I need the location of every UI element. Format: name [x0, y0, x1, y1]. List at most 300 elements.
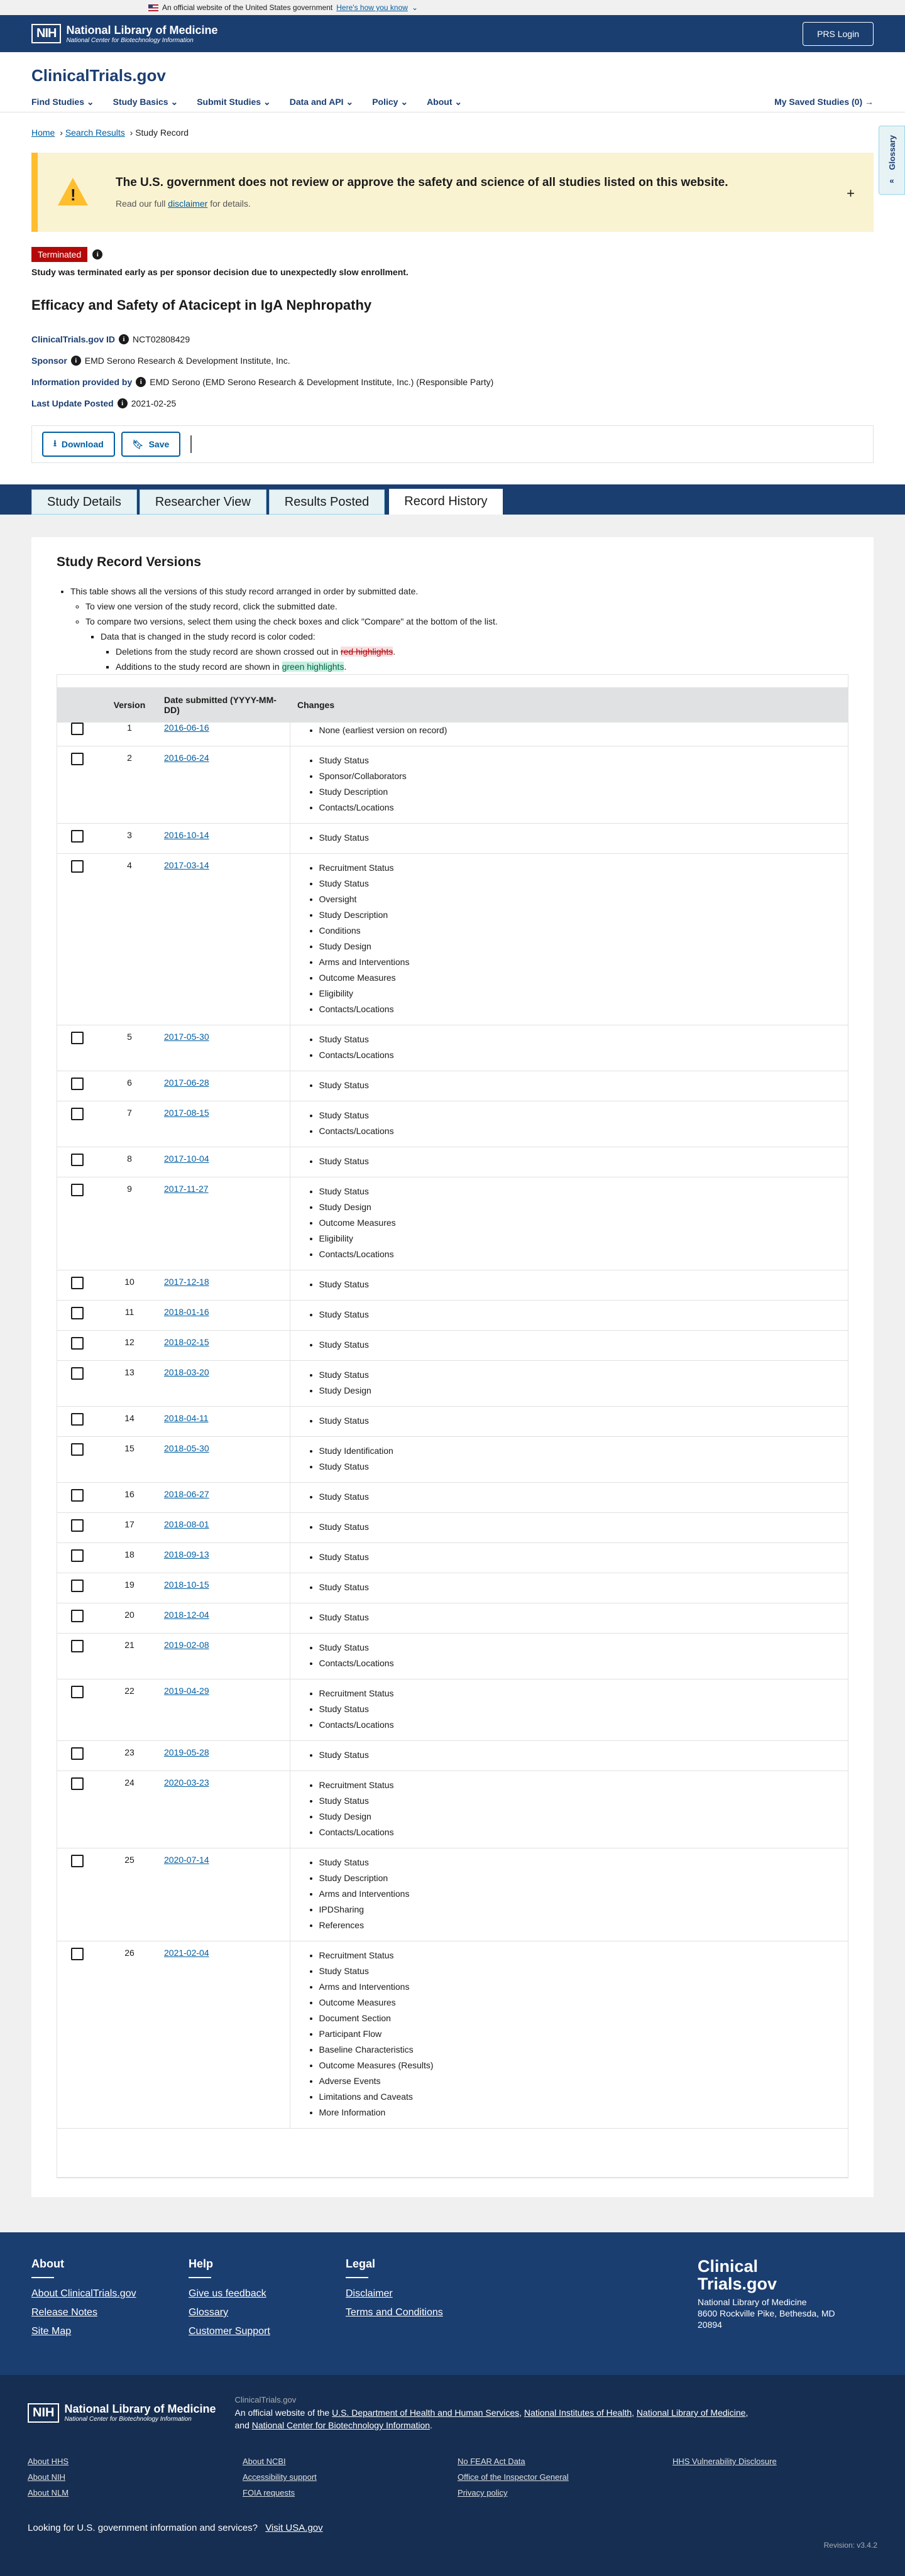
version-date-link[interactable]: 2018-01-16	[164, 1307, 209, 1317]
nlm-link[interactable]: National Library of Medicine	[636, 2408, 746, 2418]
select-cell	[57, 1025, 102, 1071]
changes-cell	[290, 1771, 848, 1848]
change-item: • Study Design	[319, 939, 841, 954]
version-date-link[interactable]: 2017-11-27	[164, 1184, 209, 1194]
additions-legend	[116, 659, 848, 674]
divider	[31, 2277, 54, 2278]
tab-record-history[interactable]: Record History	[387, 487, 504, 515]
instruction-item: ◦ To compare two versions, select them using the check boxes and click "Compare" at the bottom of the list.	[85, 614, 848, 629]
changes-cell	[290, 1543, 848, 1573]
change-item: • Study Design	[319, 1809, 841, 1825]
footer-main	[0, 2232, 905, 2375]
table-row	[57, 723, 848, 746]
changes-list	[319, 1337, 841, 1353]
change-item: • Outcome Measures	[319, 1995, 841, 2011]
date-cell	[156, 1483, 290, 1513]
nav-study-basics[interactable]: Study Basics ⌄	[112, 97, 178, 107]
version-checkbox[interactable]	[71, 860, 84, 873]
alert-title: The U.S. government does not review or approve the safety and science of all studies listed on this website.	[116, 176, 728, 189]
version-checkbox[interactable]	[71, 1640, 84, 1652]
col-version: Version	[102, 687, 156, 723]
footer-logo[interactable]	[698, 2257, 874, 2293]
select-cell	[57, 1301, 102, 1331]
info-icon[interactable]: i	[71, 356, 81, 366]
version-number: 12	[102, 1331, 156, 1361]
select-cell	[57, 1941, 102, 2129]
change-item: • Eligibility	[319, 1231, 841, 1247]
date-cell	[156, 1573, 290, 1603]
version-date-link[interactable]: 2017-06-28	[164, 1078, 209, 1088]
date-cell	[156, 1437, 290, 1483]
change-item: • Oversight	[319, 892, 841, 907]
change-item: • Study Status	[319, 1793, 841, 1809]
version-checkbox[interactable]	[71, 1413, 84, 1426]
date-cell	[156, 1361, 290, 1407]
change-item: • Study Status	[319, 1032, 841, 1047]
divider	[346, 2277, 368, 2278]
nih-header	[0, 15, 905, 52]
version-checkbox[interactable]	[71, 723, 84, 735]
table-row	[57, 1679, 848, 1741]
chevron-down-icon[interactable]: ⌄	[411, 3, 419, 12]
footer-link[interactable]: Customer Support	[189, 2326, 270, 2337]
change-item: • Eligibility	[319, 986, 841, 1001]
version-checkbox[interactable]	[71, 1154, 84, 1166]
why-stopped: Study was terminated early as per sponsor decision due to unexpectedly slow enrollment.	[31, 267, 409, 277]
change-item: • Study Status	[319, 830, 841, 846]
version-number: 15	[102, 1437, 156, 1483]
nav-about[interactable]: About ⌄	[427, 97, 463, 107]
change-item: • Study Status	[319, 1519, 841, 1535]
changes-list	[319, 860, 841, 1017]
changes-list	[319, 1610, 841, 1625]
footer-link[interactable]: Site Map	[31, 2326, 72, 2337]
version-number: 7	[102, 1101, 156, 1147]
version-checkbox[interactable]	[71, 1855, 84, 1867]
usagov-link[interactable]: Visit USA.gov	[265, 2523, 323, 2533]
table-row	[57, 1771, 848, 1848]
history-instructions	[70, 584, 848, 674]
version-date-link[interactable]: 2018-03-20	[164, 1367, 209, 1377]
info-icon[interactable]: i	[119, 334, 129, 344]
usagov-line	[28, 2523, 877, 2533]
change-item: • Study Identification	[319, 1443, 841, 1459]
version-date-link[interactable]: 2021-02-04	[164, 1948, 209, 1958]
version-checkbox[interactable]	[71, 1277, 84, 1289]
change-item: • Recruitment Status	[319, 1777, 841, 1793]
select-cell	[57, 1741, 102, 1771]
date-cell	[156, 1603, 290, 1634]
version-number: 21	[102, 1634, 156, 1679]
nih-link[interactable]: National Institutes of Health	[524, 2408, 632, 2418]
nav-label: Policy	[372, 97, 398, 107]
change-item: • Study Status	[319, 1701, 841, 1717]
saved-label: My Saved Studies (0)	[774, 97, 863, 107]
footer-link[interactable]: FOIA requests	[243, 2488, 295, 2497]
download-icon: ⭳	[53, 438, 57, 448]
version-number: 8	[102, 1147, 156, 1177]
select-cell	[57, 723, 102, 746]
changes-cell	[290, 1147, 848, 1177]
change-item: • Conditions	[319, 923, 841, 939]
footer-link[interactable]: Disclaimer	[346, 2288, 393, 2299]
prs-login-button[interactable]: PRS Login	[803, 22, 874, 46]
green-highlight-sample: green highlights	[282, 662, 344, 672]
table-row	[57, 746, 848, 824]
change-item: • Arms and Interventions	[319, 954, 841, 970]
nav-label: Study Basics	[112, 97, 168, 107]
select-cell	[57, 1848, 102, 1941]
changes-cell	[290, 1407, 848, 1437]
version-checkbox[interactable]	[71, 1337, 84, 1350]
version-checkbox[interactable]	[71, 1108, 84, 1120]
changes-cell	[290, 1270, 848, 1301]
table-row	[57, 1573, 848, 1603]
ncbi-link[interactable]: National Center for Biotechnology Information	[251, 2420, 431, 2430]
version-checkbox[interactable]	[71, 753, 84, 765]
version-checkbox[interactable]	[71, 1307, 84, 1319]
col-changes: Changes	[290, 687, 848, 723]
breadcrumb: Home › Search Results › Study Record	[31, 128, 189, 138]
change-item: • Study Design	[319, 1199, 841, 1215]
select-cell	[57, 1603, 102, 1634]
change-item: • Contacts/Locations	[319, 800, 841, 816]
date-cell	[156, 1543, 290, 1573]
legend-dot: .	[344, 662, 347, 672]
change-item: • Document Section	[319, 2011, 841, 2026]
download-button[interactable]	[42, 432, 115, 457]
alert-post: for details.	[210, 199, 251, 209]
last-update-label: Last Update Posted	[31, 398, 114, 408]
version-number: 25	[102, 1848, 156, 1941]
footer-link[interactable]: Glossary	[189, 2307, 229, 2318]
changes-list	[319, 1443, 841, 1475]
changes-list	[319, 753, 841, 816]
address-line: 20894	[698, 2320, 722, 2330]
date-cell	[156, 1741, 290, 1771]
version-date-link[interactable]: 2018-12-04	[164, 1610, 209, 1620]
address-line: 8600 Rockville Pike, Bethesda, MD	[698, 2308, 835, 2318]
version-date-link[interactable]: 2018-08-01	[164, 1519, 209, 1529]
ncbi-subtitle: National Center for Biotechnology Information	[64, 2416, 192, 2423]
info-provided-label: Information provided by	[31, 377, 133, 387]
instruction-item: • This table shows all the versions of this study record arranged in order by submitted date.	[70, 584, 848, 599]
select-cell	[57, 1543, 102, 1573]
version-date-link[interactable]: 2017-10-04	[164, 1154, 209, 1164]
glossary-tab[interactable]	[879, 126, 905, 195]
version-date-link[interactable]: 2016-06-24	[164, 753, 209, 763]
select-cell	[57, 1270, 102, 1301]
nav-policy[interactable]: Policy ⌄	[372, 97, 409, 107]
version-checkbox[interactable]	[71, 1367, 84, 1380]
ncbi-subtitle: National Center for Biotechnology Information	[66, 36, 194, 44]
version-checkbox[interactable]	[71, 1078, 84, 1090]
version-date-link[interactable]: 2019-04-29	[164, 1686, 209, 1696]
glossary-label: Glossary	[887, 134, 897, 170]
date-cell	[156, 1147, 290, 1177]
download-label: Download	[61, 439, 104, 449]
version-number: 14	[102, 1407, 156, 1437]
table-row	[57, 854, 848, 1025]
content-area	[0, 515, 905, 2232]
table-row	[57, 1848, 848, 1941]
nlm-footer-logo[interactable]	[28, 2394, 216, 2431]
change-item: • Recruitment Status	[319, 860, 841, 876]
instruction-item: ◦ To view one version of the study record, click the submitted date.	[85, 599, 848, 614]
nlm-logo[interactable]	[31, 24, 218, 44]
version-checkbox[interactable]	[71, 1777, 84, 1790]
version-date-link[interactable]: 2019-05-28	[164, 1747, 209, 1757]
version-checkbox[interactable]	[71, 1580, 84, 1592]
sponsor-value: EMD Serono Research & Development Institute, Inc.	[84, 356, 290, 366]
select-cell	[57, 1101, 102, 1147]
footer-link[interactable]: Release Notes	[31, 2307, 97, 2318]
footer-link[interactable]: About NIH	[28, 2472, 65, 2482]
col-date: Date submitted (YYYY-MM-DD)	[156, 687, 290, 723]
footer-address	[698, 2257, 874, 2352]
divider	[190, 435, 192, 453]
change-item: • None (earliest version on record)	[319, 723, 841, 738]
study-meta	[0, 314, 905, 414]
select-cell	[57, 1513, 102, 1543]
table-row	[57, 824, 848, 854]
changes-cell	[290, 723, 848, 746]
version-date-link[interactable]: 2018-04-11	[164, 1413, 209, 1423]
select-cell	[57, 1634, 102, 1679]
date-cell	[156, 854, 290, 1025]
table-row	[57, 1301, 848, 1331]
select-cell	[57, 1361, 102, 1407]
changes-cell	[290, 1025, 848, 1071]
changes-cell	[290, 746, 848, 824]
nav-data-api[interactable]: Data and API ⌄	[289, 97, 354, 107]
changes-list	[319, 1686, 841, 1733]
footer-link[interactable]: About NLM	[28, 2488, 69, 2497]
version-number: 13	[102, 1361, 156, 1407]
sponsor-label: Sponsor	[31, 356, 67, 366]
changes-cell	[290, 824, 848, 854]
version-checkbox[interactable]	[71, 830, 84, 843]
footer-link[interactable]: No FEAR Act Data	[458, 2457, 525, 2466]
version-number: 17	[102, 1513, 156, 1543]
footer-link[interactable]: HHS Vulnerability Disclosure	[672, 2457, 777, 2466]
alert-pre: Read our full	[116, 199, 166, 209]
changes-cell	[290, 1848, 848, 1941]
nav-label: Data and API	[289, 97, 344, 107]
version-number: 10	[102, 1270, 156, 1301]
change-item: • Arms and Interventions	[319, 1886, 841, 1902]
nih-logo-box: NIH	[28, 2403, 59, 2423]
footer-legal	[346, 2257, 503, 2352]
version-number: 19	[102, 1573, 156, 1603]
change-item: • Study Status	[319, 1367, 841, 1383]
last-update-value: 2021-02-25	[131, 398, 177, 408]
table-row	[57, 1483, 848, 1513]
date-cell	[156, 723, 290, 746]
warning-icon	[58, 178, 88, 207]
version-checkbox[interactable]	[71, 1032, 84, 1044]
tab-results-posted[interactable]: Results Posted	[269, 489, 385, 515]
date-cell	[156, 746, 290, 824]
change-item: • Sponsor/Collaborators	[319, 768, 841, 784]
changes-list	[319, 1549, 841, 1565]
footer-link[interactable]: Office of the Inspector General	[458, 2472, 569, 2482]
version-checkbox[interactable]	[71, 1610, 84, 1622]
change-item: • Study Status	[319, 1307, 841, 1323]
version-number: 6	[102, 1071, 156, 1101]
status-badge: Terminated	[31, 247, 87, 262]
version-date-link[interactable]: 2019-02-08	[164, 1640, 209, 1650]
select-cell	[57, 1573, 102, 1603]
change-item: • Study Status	[319, 1747, 841, 1763]
version-date-link[interactable]: 2016-06-16	[164, 723, 209, 733]
site-header	[0, 52, 905, 112]
history-heading: Study Record Versions	[57, 555, 201, 569]
my-saved-studies-link[interactable]	[774, 97, 874, 107]
changes-cell	[290, 1513, 848, 1543]
gov-banner-text: An official website of the United States government	[162, 3, 333, 12]
tab-study-details[interactable]: Study Details	[31, 489, 137, 515]
breadcrumb-search-results[interactable]: Search Results	[65, 128, 125, 138]
change-item: • Contacts/Locations	[319, 1825, 841, 1840]
hhs-link[interactable]: U.S. Department of Health and Human Services	[332, 2408, 520, 2418]
change-item: • Study Status	[319, 1277, 841, 1292]
changes-cell	[290, 1483, 848, 1513]
footer-link[interactable]: About NCBI	[243, 2457, 286, 2466]
changes-list	[319, 1855, 841, 1933]
table-row	[57, 1513, 848, 1543]
change-item: • Baseline Characteristics	[319, 2042, 841, 2058]
change-item: • Recruitment Status	[319, 1948, 841, 1963]
version-checkbox[interactable]	[71, 1184, 84, 1196]
clinicaltrials-logo[interactable]	[31, 66, 874, 85]
version-number: 11	[102, 1301, 156, 1331]
info-icon[interactable]: i	[136, 377, 146, 387]
save-button[interactable]	[121, 432, 180, 457]
footer-heading: Help	[189, 2257, 214, 2270]
version-number: 4	[102, 854, 156, 1025]
disclaimer-link[interactable]: disclaimer	[168, 199, 208, 209]
changes-list	[319, 1747, 841, 1763]
heres-how-link[interactable]: Here's how you know	[336, 3, 408, 12]
changes-cell	[290, 1101, 848, 1147]
date-cell	[156, 1025, 290, 1071]
tab-researcher-view[interactable]: Researcher View	[140, 489, 266, 515]
version-date-link[interactable]: 2018-09-13	[164, 1549, 209, 1559]
change-item: • More Information	[319, 2105, 841, 2120]
changes-cell	[290, 1741, 848, 1771]
address-line: National Library of Medicine	[698, 2297, 807, 2307]
nav-find-studies[interactable]: Find Studies ⌄	[31, 97, 94, 107]
version-checkbox[interactable]	[71, 1948, 84, 1960]
version-date-link[interactable]: 2018-10-15	[164, 1580, 209, 1590]
change-item: • Participant Flow	[319, 2026, 841, 2042]
version-checkbox[interactable]	[71, 1747, 84, 1760]
version-date-link[interactable]: 2020-03-23	[164, 1777, 209, 1787]
version-checkbox[interactable]	[71, 1443, 84, 1456]
version-date-link[interactable]: 2017-03-14	[164, 860, 209, 870]
change-item: • Contacts/Locations	[319, 1717, 841, 1733]
table-row	[57, 1101, 848, 1147]
alert-text	[116, 199, 728, 209]
footer-link[interactable]: Accessibility support	[243, 2472, 317, 2482]
legend-text: Deletions from the study record are shown crossed out in	[116, 647, 339, 657]
select-cell	[57, 1071, 102, 1101]
official-pre: An official website of the	[234, 2408, 330, 2418]
changes-list	[319, 1108, 841, 1139]
date-cell	[156, 1634, 290, 1679]
version-number: 20	[102, 1603, 156, 1634]
version-date-link[interactable]: 2017-08-15	[164, 1108, 209, 1118]
versions-table	[57, 687, 848, 2129]
footer-link[interactable]: About ClinicalTrials.gov	[31, 2288, 136, 2299]
change-item: • Outcome Measures	[319, 970, 841, 986]
change-item: • Outcome Measures (Results)	[319, 2058, 841, 2073]
version-number: 24	[102, 1771, 156, 1848]
info-provided-value: EMD Serono (EMD Serono Research & Development Institute, Inc.) (Responsible Party)	[150, 377, 494, 387]
footer-link[interactable]: About HHS	[28, 2457, 69, 2466]
gov-banner	[0, 0, 905, 15]
footer-link[interactable]: Give us feedback	[189, 2288, 266, 2299]
version-checkbox[interactable]	[71, 1549, 84, 1562]
nav-submit-studies[interactable]: Submit Studies ⌄	[197, 97, 271, 107]
changes-list	[319, 830, 841, 846]
changes-list	[319, 1078, 841, 1093]
version-checkbox[interactable]	[71, 1489, 84, 1502]
change-item: • Study Status	[319, 1337, 841, 1353]
footer-link[interactable]: Terms and Conditions	[346, 2307, 443, 2318]
version-date-link[interactable]: 2016-10-14	[164, 830, 209, 840]
version-number: 16	[102, 1483, 156, 1513]
version-date-link[interactable]: 2017-12-18	[164, 1277, 209, 1287]
breadcrumb-home[interactable]: Home	[31, 128, 55, 138]
changes-cell	[290, 1603, 848, 1634]
instruction-item: ▪ Data that is changed in the study record is color coded:	[101, 629, 848, 644]
select-cell	[57, 854, 102, 1025]
table-row	[57, 1407, 848, 1437]
version-date-link[interactable]: 2018-02-15	[164, 1337, 209, 1347]
id-label: ClinicalTrials.gov ID	[31, 334, 116, 344]
change-item: • Outcome Measures	[319, 1215, 841, 1231]
footer-link[interactable]: Privacy policy	[458, 2488, 508, 2497]
change-item: • Study Status	[319, 1413, 841, 1429]
version-checkbox[interactable]	[71, 1519, 84, 1532]
logo-part-b: Trials.gov	[89, 66, 166, 85]
version-date-link[interactable]: 2017-05-30	[164, 1032, 209, 1042]
version-date-link[interactable]: 2018-05-30	[164, 1443, 209, 1453]
select-cell	[57, 746, 102, 824]
legend-dot: .	[393, 647, 396, 657]
change-item: • Study Status	[319, 1108, 841, 1123]
expand-plus-icon[interactable]: +	[847, 185, 855, 201]
change-item: • Contacts/Locations	[319, 1001, 841, 1017]
footer-heading: About	[31, 2257, 64, 2270]
date-cell	[156, 1513, 290, 1543]
change-item: • Contacts/Locations	[319, 1047, 841, 1063]
change-item: • Recruitment Status	[319, 1686, 841, 1701]
changes-cell	[290, 1071, 848, 1101]
change-item: • Arms and Interventions	[319, 1979, 841, 1995]
date-cell	[156, 1301, 290, 1331]
select-cell	[57, 1407, 102, 1437]
info-icon[interactable]: i	[118, 398, 128, 408]
version-checkbox[interactable]	[71, 1686, 84, 1698]
version-date-link[interactable]: 2018-06-27	[164, 1489, 209, 1499]
version-date-link[interactable]: 2020-07-14	[164, 1855, 209, 1865]
date-cell	[156, 1331, 290, 1361]
changes-cell	[290, 854, 848, 1025]
info-icon[interactable]: i	[92, 249, 102, 259]
